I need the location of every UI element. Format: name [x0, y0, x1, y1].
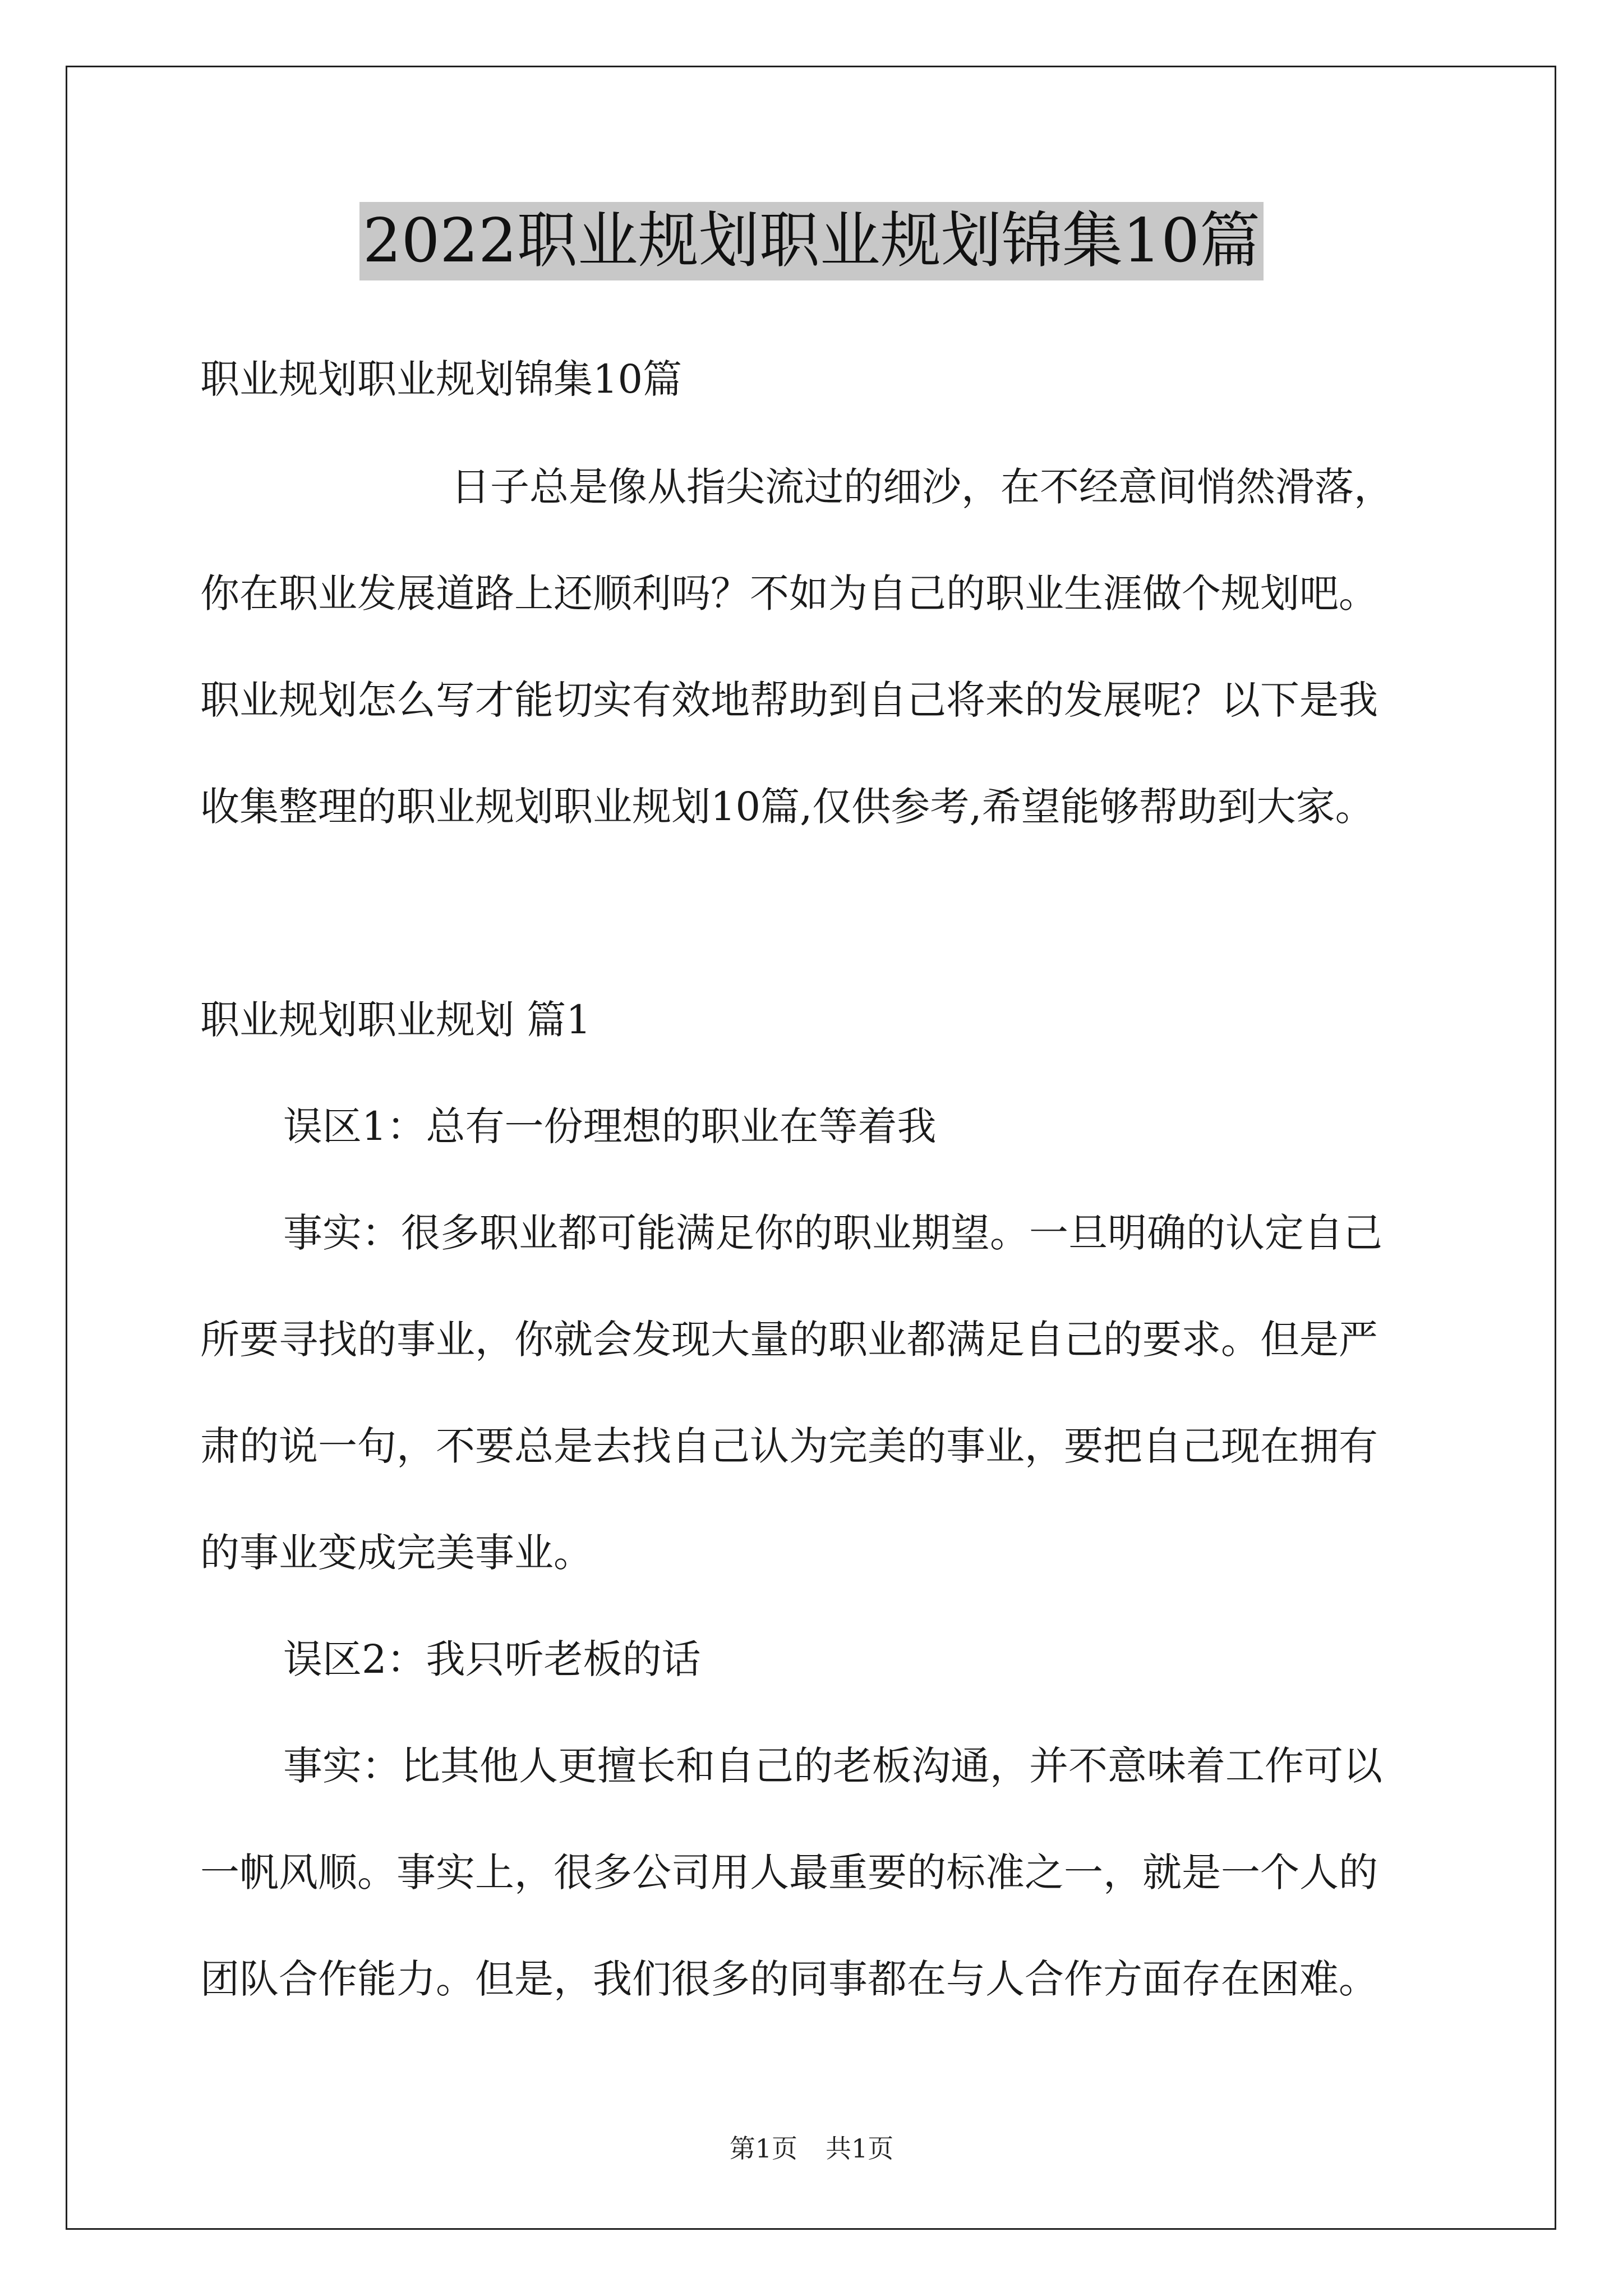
- page-number: 第1页: [729, 2133, 797, 2164]
- intro-line: 你在职业发展道路上还顺利吗？不如为自己的职业生涯做个规划吧。: [200, 570, 1378, 616]
- paragraph-line: 团队合作能力。但是，我们很多的同事都在与人合作方面存在困难。: [200, 1956, 1378, 2002]
- document-title: 2022职业规划职业规划锦集10篇: [359, 202, 1264, 280]
- intro-line: 日子总是像从指尖流过的细沙，在不经意间悄然滑落，: [451, 464, 1393, 510]
- intro-line: 职业规划怎么写才能切实有效地帮助到自己将来的发展呢？以下是我: [200, 677, 1378, 723]
- paragraph-line: 事实：比其他人更擅长和自己的老板沟通，并不意味着工作可以: [283, 1743, 1382, 1789]
- paragraph-line: 误区1：总有一份理想的职业在等着我: [283, 1103, 937, 1149]
- page-footer: [0, 2132, 1623, 2165]
- section-heading: 职业规划职业规划 篇1: [200, 997, 591, 1043]
- paragraph-line: 误区2：我只听老板的话: [283, 1636, 701, 1682]
- paragraph-line: 所要寻找的事业，你就会发现大量的职业都满足自己的要求。但是严: [200, 1317, 1378, 1363]
- paragraph-line: 肃的说一句，不要总是去找自己认为完美的事业，要把自己现在拥有: [200, 1423, 1378, 1469]
- page-total: 共1页: [826, 2133, 894, 2164]
- paragraph-line: 事实：很多职业都可能满足你的职业期望。一旦明确的认定自己: [283, 1210, 1382, 1256]
- paragraph-line: 的事业变成完美事业。: [200, 1530, 593, 1576]
- intro-line: 收集整理的职业规划职业规划10篇,仅供参考,希望能够帮助到大家。: [200, 784, 1375, 830]
- paragraph-line: 一帆风顺。事实上，很多公司用人最重要的标准之一，就是一个人的: [200, 1849, 1378, 1895]
- document-subtitle: 职业规划职业规划锦集10篇: [200, 356, 683, 402]
- title-container: [0, 202, 1623, 280]
